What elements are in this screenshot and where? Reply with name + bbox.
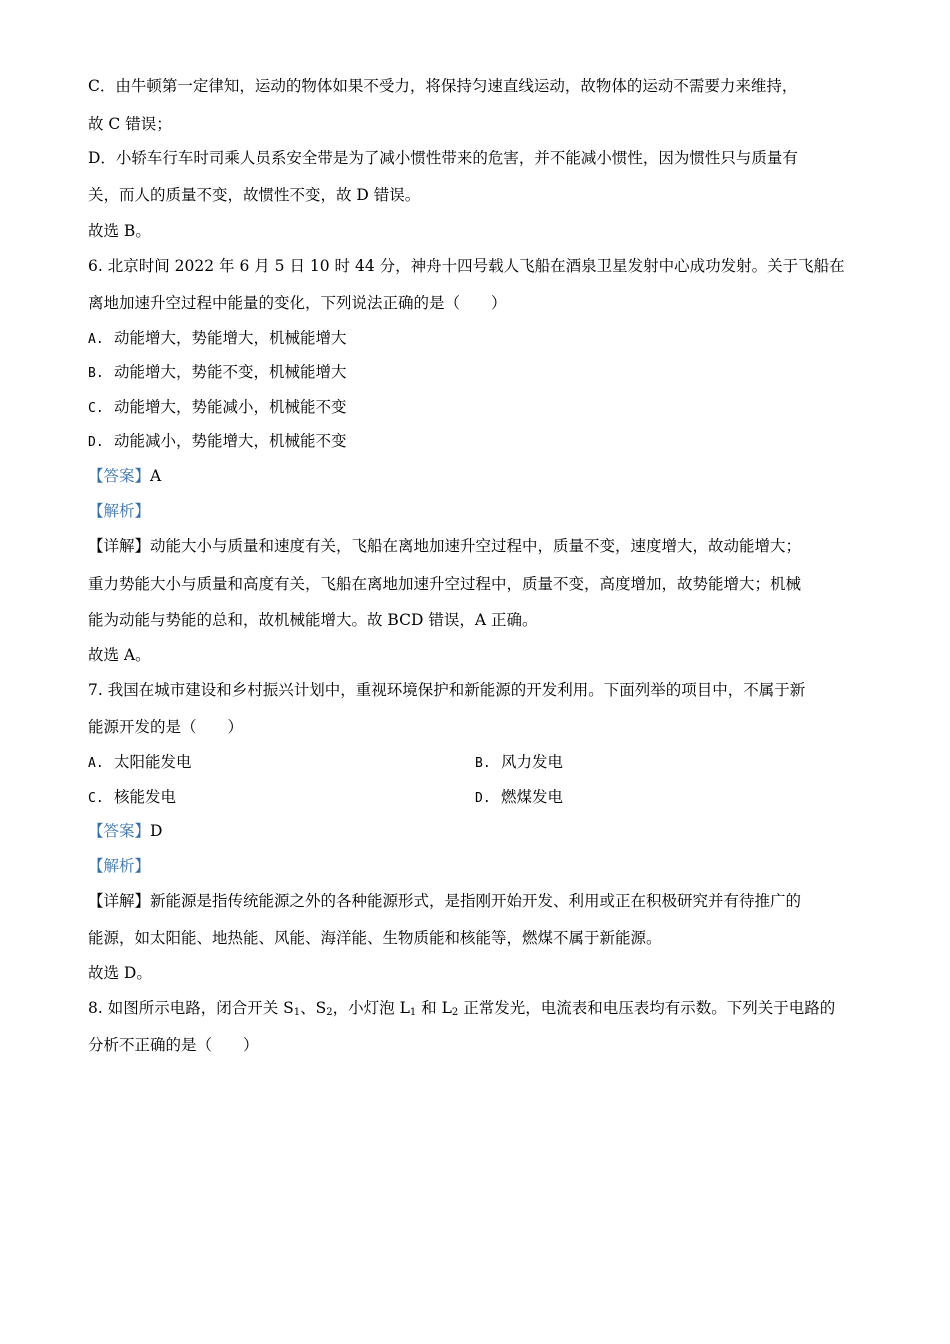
q6-option-b-letter: B. — [88, 366, 104, 381]
q7-detail-text1: 新能源是指传统能源之外的各种能源形式，是指刚开始开发、利用或正在积极研究并有待推广的 — [150, 892, 802, 910]
q5-option-d-explanation-line1: D．小轿车行车时司乘人员系安全带是为了减小惯性带来的危害，并不能减小惯性，因为惯性只与质量有 — [88, 149, 798, 167]
q7-answer-tag: 【答案】 — [88, 822, 151, 840]
q7-option-a — [88, 752, 192, 772]
q6-option-c-text: 动能增大，势能减小，机械能不变 — [114, 398, 347, 416]
q6-stem-line2: 离地加速升空过程中能量的变化，下列说法正确的是（ ） — [88, 294, 507, 312]
q8-sub-l1: 1 — [409, 1007, 417, 1018]
q7-analysis — [88, 856, 150, 876]
q6-answer-tag: 【答案】 — [88, 467, 151, 485]
q6-answer-value: A — [150, 467, 162, 485]
q7-stem-line1: 7. 我国在城市建设和乡村振兴计划中，重视环境保护和新能源的开发利用。下面列举的项目中，不属于新 — [88, 681, 806, 699]
q6-detail-tag: 【详解】 — [88, 537, 151, 555]
q6-option-d — [88, 431, 347, 451]
q7-stem-line2: 能源开发的是（ ） — [88, 718, 244, 736]
q7-answer — [88, 821, 162, 841]
q7-option-c — [88, 787, 176, 807]
q8-sub-l2: 2 — [451, 1007, 459, 1018]
q8-stem-part5: 正常发光，电流表和电压表均有示数。下列关于电路的 — [458, 999, 836, 1017]
q6-analysis — [88, 501, 150, 521]
q5-option-d-explanation-line2: 关，而人的质量不变，故惯性不变，故 D 错误。 — [88, 186, 421, 204]
q7-option-b — [475, 752, 563, 772]
q6-conclusion: 故选 A。 — [88, 646, 151, 664]
q6-option-a — [88, 328, 347, 348]
q6-option-b-text: 动能增大，势能不变，机械能增大 — [114, 363, 347, 381]
q7-detail-line2: 能源，如太阳能、地热能、风能、海洋能、生物质能和核能等，燃煤不属于新能源。 — [88, 929, 662, 947]
q6-detail-line2: 重力势能大小与质量和高度有关，飞船在离地加速升空过程中，质量不变，高度增加，故势能增大；机械 — [88, 575, 802, 593]
q6-detail-text1: 动能大小与质量和速度有关，飞船在离地加速升空过程中，质量不变，速度增大，故动能增大； — [150, 537, 802, 555]
q7-detail-tag: 【详解】 — [88, 892, 151, 910]
q7-option-d — [475, 787, 563, 807]
q7-option-b-text: 风力发电 — [501, 753, 564, 771]
q8-stem-part2: 、S — [300, 999, 327, 1017]
q7-option-c-letter: C. — [88, 791, 104, 806]
q7-answer-value: D — [150, 822, 163, 840]
q8-stem-line1 — [88, 998, 835, 1018]
q7-detail-line1 — [88, 891, 801, 911]
q6-detail-line3: 能为动能与势能的总和，故机械能增大。故 BCD 错误，A 正确。 — [88, 611, 538, 629]
q8-stem-part3: ，小灯泡 L — [332, 999, 410, 1017]
q8-sub-s1: 1 — [293, 1007, 301, 1018]
q5-option-c-explanation-line1: C．由牛顿第一定律知，运动的物体如果不受力，将保持匀速直线运动，故物体的运动不需要力来维持， — [88, 77, 798, 95]
q7-option-d-letter: D. — [475, 791, 491, 806]
q7-analysis-tag: 【解析】 — [88, 857, 151, 875]
q5-conclusion: 故选 B。 — [88, 222, 151, 240]
q6-stem-line1: 6. 北京时间 2022 年 6 月 5 日 10 时 44 分，神舟十四号载人飞船在酒泉卫星发射中心成功发射。关于飞船在 — [88, 257, 845, 275]
q7-option-a-letter: A. — [88, 756, 104, 771]
q7-conclusion: 故选 D。 — [88, 964, 152, 982]
q7-option-d-text: 燃煤发电 — [501, 788, 564, 806]
q6-option-d-letter: D. — [88, 435, 104, 450]
q6-answer — [88, 466, 161, 486]
q8-stem-line2: 分析不正确的是（ ） — [88, 1036, 259, 1054]
q7-option-b-letter: B. — [475, 756, 491, 771]
q7-option-a-text: 太阳能发电 — [114, 753, 192, 771]
q5-option-c-explanation-line2: 故 C 错误； — [88, 115, 172, 133]
q8-stem-part1: 8. 如图所示电路，闭合开关 S — [88, 999, 294, 1017]
q6-analysis-tag: 【解析】 — [88, 502, 151, 520]
q6-option-d-text: 动能减小，势能增大，机械能不变 — [114, 432, 347, 450]
q6-option-a-text: 动能增大，势能增大，机械能增大 — [114, 329, 347, 347]
q8-sub-s2: 2 — [326, 1007, 333, 1018]
q6-option-a-letter: A. — [88, 332, 104, 347]
q6-detail-line1 — [88, 536, 801, 556]
q8-stem-part4: 和 L — [416, 999, 452, 1017]
q6-option-c — [88, 397, 347, 417]
q7-option-c-text: 核能发电 — [114, 788, 177, 806]
q6-option-b — [88, 362, 347, 382]
q6-option-c-letter: C. — [88, 401, 104, 416]
